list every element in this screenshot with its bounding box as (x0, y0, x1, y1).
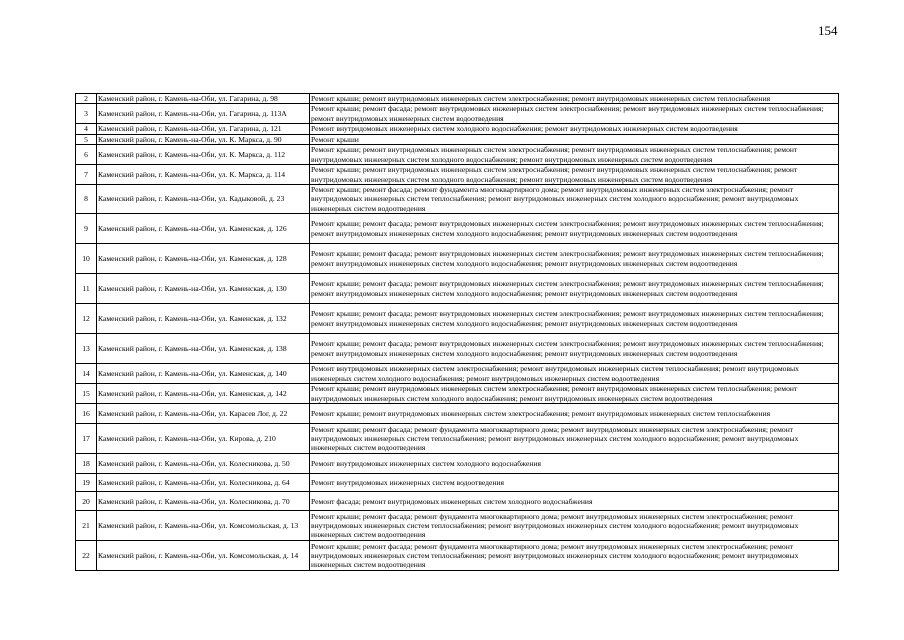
address-cell: Каменский район, г. Камень-на-Оби, ул. Кирова, д. 210 (97, 424, 310, 454)
works-cell: Ремонт крыши; ремонт внутридомовых инженерных систем электроснабжения; ремонт внутридомовых инженерных систем теплоснабжения (310, 94, 839, 104)
works-cell: Ремонт крыши; ремонт фасада; ремонт фундамента многоквартирного дома; ремонт внутридомовых инженерных систем электроснабжения; ремонт внутридомовых инженерных систем теплоснабжения; ремонт внутридомовых инженерных систем холодного водоснабжения; ремонт внутридомовых инженерных систем водоотведения (310, 541, 839, 571)
table-row (76, 364, 839, 384)
works-cell: Ремонт крыши; ремонт внутридомовых инженерных систем электроснабжения; ремонт внутридомовых инженерных систем теплоснабжения; ремонт внутридомовых инженерных систем холодного водоснабжения; ремонт внутридомовых инженерных систем водоотведения (310, 165, 839, 185)
works-cell: Ремонт крыши; ремонт фасада; ремонт фундамента многоквартирного дома; ремонт внутридомовых инженерных систем электроснабжения; ремонт внутридомовых инженерных систем теплоснабжения; ремонт внутридомовых инженерных систем холодного водоснабжения; ремонт внутридомовых инженерных систем водоотведения (310, 424, 839, 454)
table-row (76, 145, 839, 165)
table-row (76, 134, 839, 144)
table-row (76, 94, 839, 104)
works-cell: Ремонт внутридомовых инженерных систем холодного водоснабжения; ремонт внутридомовых инженерных систем водоотведения (310, 124, 839, 134)
address-cell: Каменский район, г. Камень-на-Оби, ул. Каменская, д. 130 (97, 274, 310, 304)
works-cell: Ремонт крыши; ремонт внутридомовых инженерных систем электроснабжения; ремонт внутридомовых инженерных систем теплоснабжения; ремонт внутридомовых инженерных систем холодного водоснабжения; ремонт внутридомовых инженерных систем водоотведения (310, 384, 839, 404)
address-cell: Каменский район, г. Камень-на-Оби, ул. Колесникова, д. 70 (97, 492, 310, 511)
repair-works-table (75, 93, 839, 571)
row-number-cell: 16 (76, 404, 97, 424)
address-cell: Каменский район, г. Камень-на-Оби, ул. Каменская, д. 132 (97, 304, 310, 334)
row-number-cell: 3 (76, 104, 97, 124)
address-cell: Каменский район, г. Камень-на-Оби, ул. Каменская, д. 140 (97, 364, 310, 384)
table-body (76, 94, 839, 571)
works-cell: Ремонт крыши; ремонт фасада; ремонт внутридомовых инженерных систем электроснабжения; ремонт внутридомовых инженерных систем теплоснабжения; ремонт внутридомовых инженерных систем холодного водоснабжения; ремонт внутридомовых инженерных систем водоотведения (310, 304, 839, 334)
table-row (76, 511, 839, 541)
table-row (76, 274, 839, 304)
row-number-cell: 4 (76, 124, 97, 134)
table-row (76, 454, 839, 474)
row-number-cell: 11 (76, 274, 97, 304)
address-cell: Каменский район, г. Камень-на-Оби, ул. Гагарина, д. 121 (97, 124, 310, 134)
works-cell: Ремонт крыши; ремонт фасада; ремонт фундамента многоквартирного дома; ремонт внутридомовых инженерных систем электроснабжения; ремонт внутридомовых инженерных систем теплоснабжения; ремонт внутридомовых инженерных систем холодного водоснабжения; ремонт внутридомовых инженерных систем водоотведения (310, 185, 839, 214)
address-cell: Каменский район, г. Камень-на-Оби, ул. Каменская, д. 126 (97, 214, 310, 244)
row-number-cell: 6 (76, 145, 97, 165)
row-number-cell: 15 (76, 384, 97, 404)
address-cell: Каменский район, г. Камень-на-Оби, ул. Комсомольская, д. 14 (97, 541, 310, 571)
table-row (76, 541, 839, 571)
table-row (76, 384, 839, 404)
address-cell: Каменский район, г. Камень-на-Оби, ул. Гагарина, д. 113А (97, 104, 310, 124)
table-row (76, 424, 839, 454)
row-number-cell: 21 (76, 511, 97, 541)
works-cell: Ремонт крыши; ремонт фасада; ремонт фундамента многоквартирного дома; ремонт внутридомовых инженерных систем электроснабжения; ремонт внутридомовых инженерных систем теплоснабжения; ремонт внутридомовых инженерных систем холодного водоснабжения; ремонт внутридомовых инженерных систем водоотведения (310, 511, 839, 541)
table-row (76, 244, 839, 274)
row-number-cell: 8 (76, 185, 97, 214)
address-cell: Каменский район, г. Камень-на-Оби, ул. К. Маркса, д. 112 (97, 145, 310, 165)
table-row (76, 334, 839, 364)
works-cell: Ремонт фасада; ремонт внутридомовых инженерных систем холодного водоснабжения (310, 492, 839, 511)
table-row (76, 124, 839, 134)
address-cell: Каменский район, г. Камень-на-Оби, ул. Гагарина, д. 98 (97, 94, 310, 104)
works-cell: Ремонт крыши; ремонт внутридомовых инженерных систем электроснабжения; ремонт внутридомовых инженерных систем теплоснабжения; ремонт внутридомовых инженерных систем холодного водоснабжения; ремонт внутридомовых инженерных систем водоотведения (310, 145, 839, 165)
table-row (76, 214, 839, 244)
row-number-cell: 14 (76, 364, 97, 384)
row-number-cell: 9 (76, 214, 97, 244)
works-cell: Ремонт внутридомовых инженерных систем холодного водоснабжения (310, 454, 839, 474)
row-number-cell: 5 (76, 134, 97, 144)
address-cell: Каменский район, г. Камень-на-Оби, ул. Каменская, д. 128 (97, 244, 310, 274)
address-cell: Каменский район, г. Камень-на-Оби, ул. К. Маркса, д. 114 (97, 165, 310, 185)
address-cell: Каменский район, г. Камень-на-Оби, ул. К. Маркса, д. 90 (97, 134, 310, 144)
works-cell: Ремонт крыши (310, 134, 839, 144)
page-number: 154 (818, 23, 838, 38)
works-cell: Ремонт внутридомовых инженерных систем водоотведения (310, 474, 839, 492)
works-cell: Ремонт внутридомовых инженерных систем электроснабжения; ремонт внутридомовых инженерных систем теплоснабжения; ремонт внутридомовых инженерных систем холодного водоснабжения; ремонт внутридомовых инженерных систем водоотведения (310, 364, 839, 384)
works-cell: Ремонт крыши; ремонт фасада; ремонт внутридомовых инженерных систем электроснабжения; ремонт внутридомовых инженерных систем теплоснабжения; ремонт внутридомовых инженерных систем холодного водоснабжения; ремонт внутридомовых инженерных систем водоотведения (310, 214, 839, 244)
row-number-cell: 2 (76, 94, 97, 104)
row-number-cell: 19 (76, 474, 97, 492)
row-number-cell: 13 (76, 334, 97, 364)
works-cell: Ремонт крыши; ремонт фасада; ремонт внутридомовых инженерных систем электроснабжения; ремонт внутридомовых инженерных систем теплоснабжения; ремонт внутридомовых инженерных систем водоотведения (310, 104, 839, 124)
table-row (76, 185, 839, 214)
row-number-cell: 20 (76, 492, 97, 511)
address-cell: Каменский район, г. Камень-на-Оби, ул. Карасев Лог, д. 22 (97, 404, 310, 424)
table-row (76, 304, 839, 334)
address-cell: Каменский район, г. Камень-на-Оби, ул. Каменская, д. 138 (97, 334, 310, 364)
table-row (76, 404, 839, 424)
address-cell: Каменский район, г. Камень-на-Оби, ул. Каменская, д. 142 (97, 384, 310, 404)
address-cell: Каменский район, г. Камень-на-Оби, ул. Комсомольская, д. 13 (97, 511, 310, 541)
works-cell: Ремонт крыши; ремонт внутридомовых инженерных систем электроснабжения; ремонт внутридомовых инженерных систем теплоснабжения (310, 404, 839, 424)
row-number-cell: 18 (76, 454, 97, 474)
row-number-cell: 12 (76, 304, 97, 334)
works-cell: Ремонт крыши; ремонт фасада; ремонт внутридомовых инженерных систем электроснабжения; ремонт внутридомовых инженерных систем теплоснабжения; ремонт внутридомовых инженерных систем холодного водоснабжения; ремонт внутридомовых инженерных систем водоотведения (310, 274, 839, 304)
address-cell: Каменский район, г. Камень-на-Оби, ул. Колесникова, д. 64 (97, 474, 310, 492)
row-number-cell: 10 (76, 244, 97, 274)
table-row (76, 165, 839, 185)
row-number-cell: 17 (76, 424, 97, 454)
table-row (76, 474, 839, 492)
address-cell: Каменский район, г. Камень-на-Оби, ул. Кадыковой, д. 23 (97, 185, 310, 214)
row-number-cell: 22 (76, 541, 97, 571)
table-row (76, 104, 839, 124)
works-cell: Ремонт крыши; ремонт фасада; ремонт внутридомовых инженерных систем электроснабжения; ремонт внутридомовых инженерных систем теплоснабжения; ремонт внутридомовых инженерных систем холодного водоснабжения; ремонт внутридомовых инженерных систем водоотведения (310, 244, 839, 274)
row-number-cell: 7 (76, 165, 97, 185)
works-cell: Ремонт крыши; ремонт фасада; ремонт внутридомовых инженерных систем электроснабжения; ремонт внутридомовых инженерных систем теплоснабжения; ремонт внутридомовых инженерных систем холодного водоснабжения; ремонт внутридомовых инженерных систем водоотведения (310, 334, 839, 364)
address-cell: Каменский район, г. Камень-на-Оби, ул. Колесникова, д. 50 (97, 454, 310, 474)
table-row (76, 492, 839, 511)
